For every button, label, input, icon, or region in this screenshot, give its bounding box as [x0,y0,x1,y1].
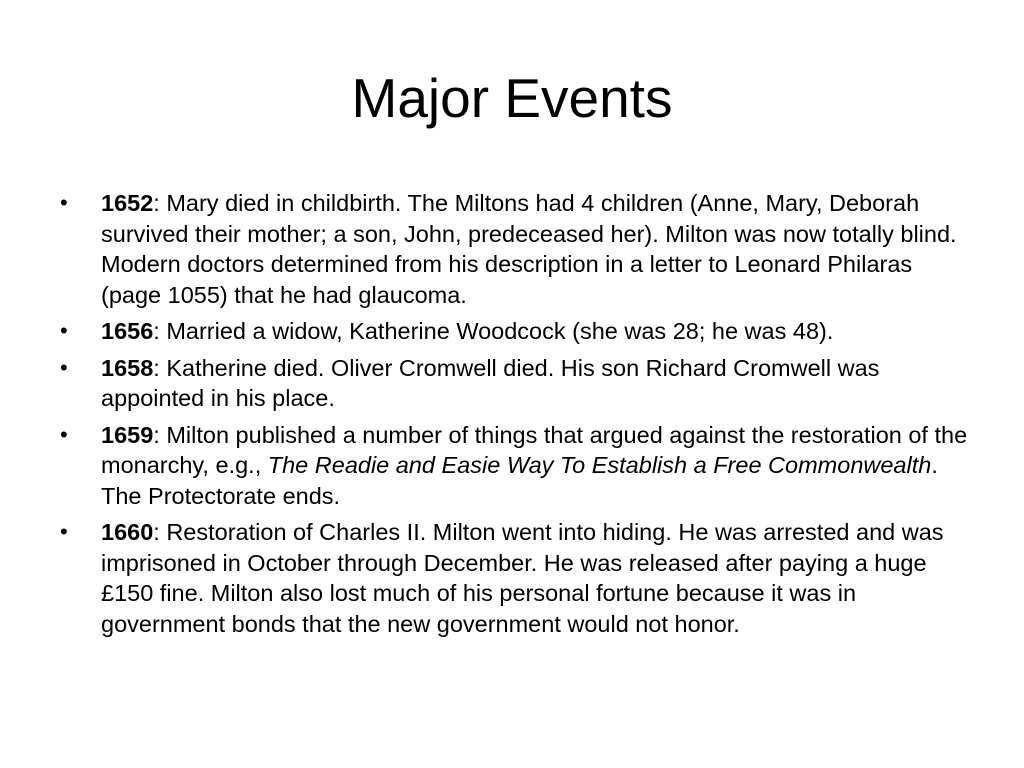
bullet-text: : Mary died in childbirth. The Miltons had 4 children (Anne, Mary, Deborah survived their mother; a son, John, predeceased her). Milton was now totally blind. Modern doctors determined from his description in a letter to Leonard Philaras (page 1055) that he had glaucoma. [101,190,957,308]
bullet-icon: • [60,519,68,544]
bullet-year: 1656 [101,318,154,344]
bullet-year: 1658 [101,354,154,381]
bullet-text: : Restoration of Charles II. Milton went into hiding. He was arrested and was imprisoned in October through December. He was released after paying a huge £150 fine. Milton also lost much of his personal fortune because it was in government bonds that the new government would not honor. [101,519,944,637]
bullet-icon: • [60,354,68,380]
bullet-text: : Milton published a number of things that argued against the restoration of the monarchy, e.g., [101,421,968,478]
bullet-item-1656 [60,316,970,347]
bullet-item-1658 [60,353,970,414]
bullet-item-1659 [60,420,970,512]
bullet-icon: • [60,421,68,447]
bullet-text: : Katherine died. Oliver Cromwell died. His son Richard Cromwell was appointed in his place. [101,354,880,411]
bullet-item-1652 [60,188,970,310]
bullet-list [60,188,970,645]
bullet-year: 1652 [101,190,154,216]
slide-title: Major Events [351,67,673,129]
bullet-year: 1660 [101,519,154,545]
bullet-text: : Married a widow, Katherine Woodcock (she was 28; he was 48). [153,318,834,344]
bullet-item-1660 [60,517,970,639]
book-title: The Readie and Easie Way To Establish a Free Commonwealth [267,452,932,478]
bullet-year: 1659 [101,421,154,448]
bullet-text-end: . The Protectorate ends. [101,452,938,509]
bullet-icon: • [60,318,68,343]
bullet-icon: • [60,190,68,215]
